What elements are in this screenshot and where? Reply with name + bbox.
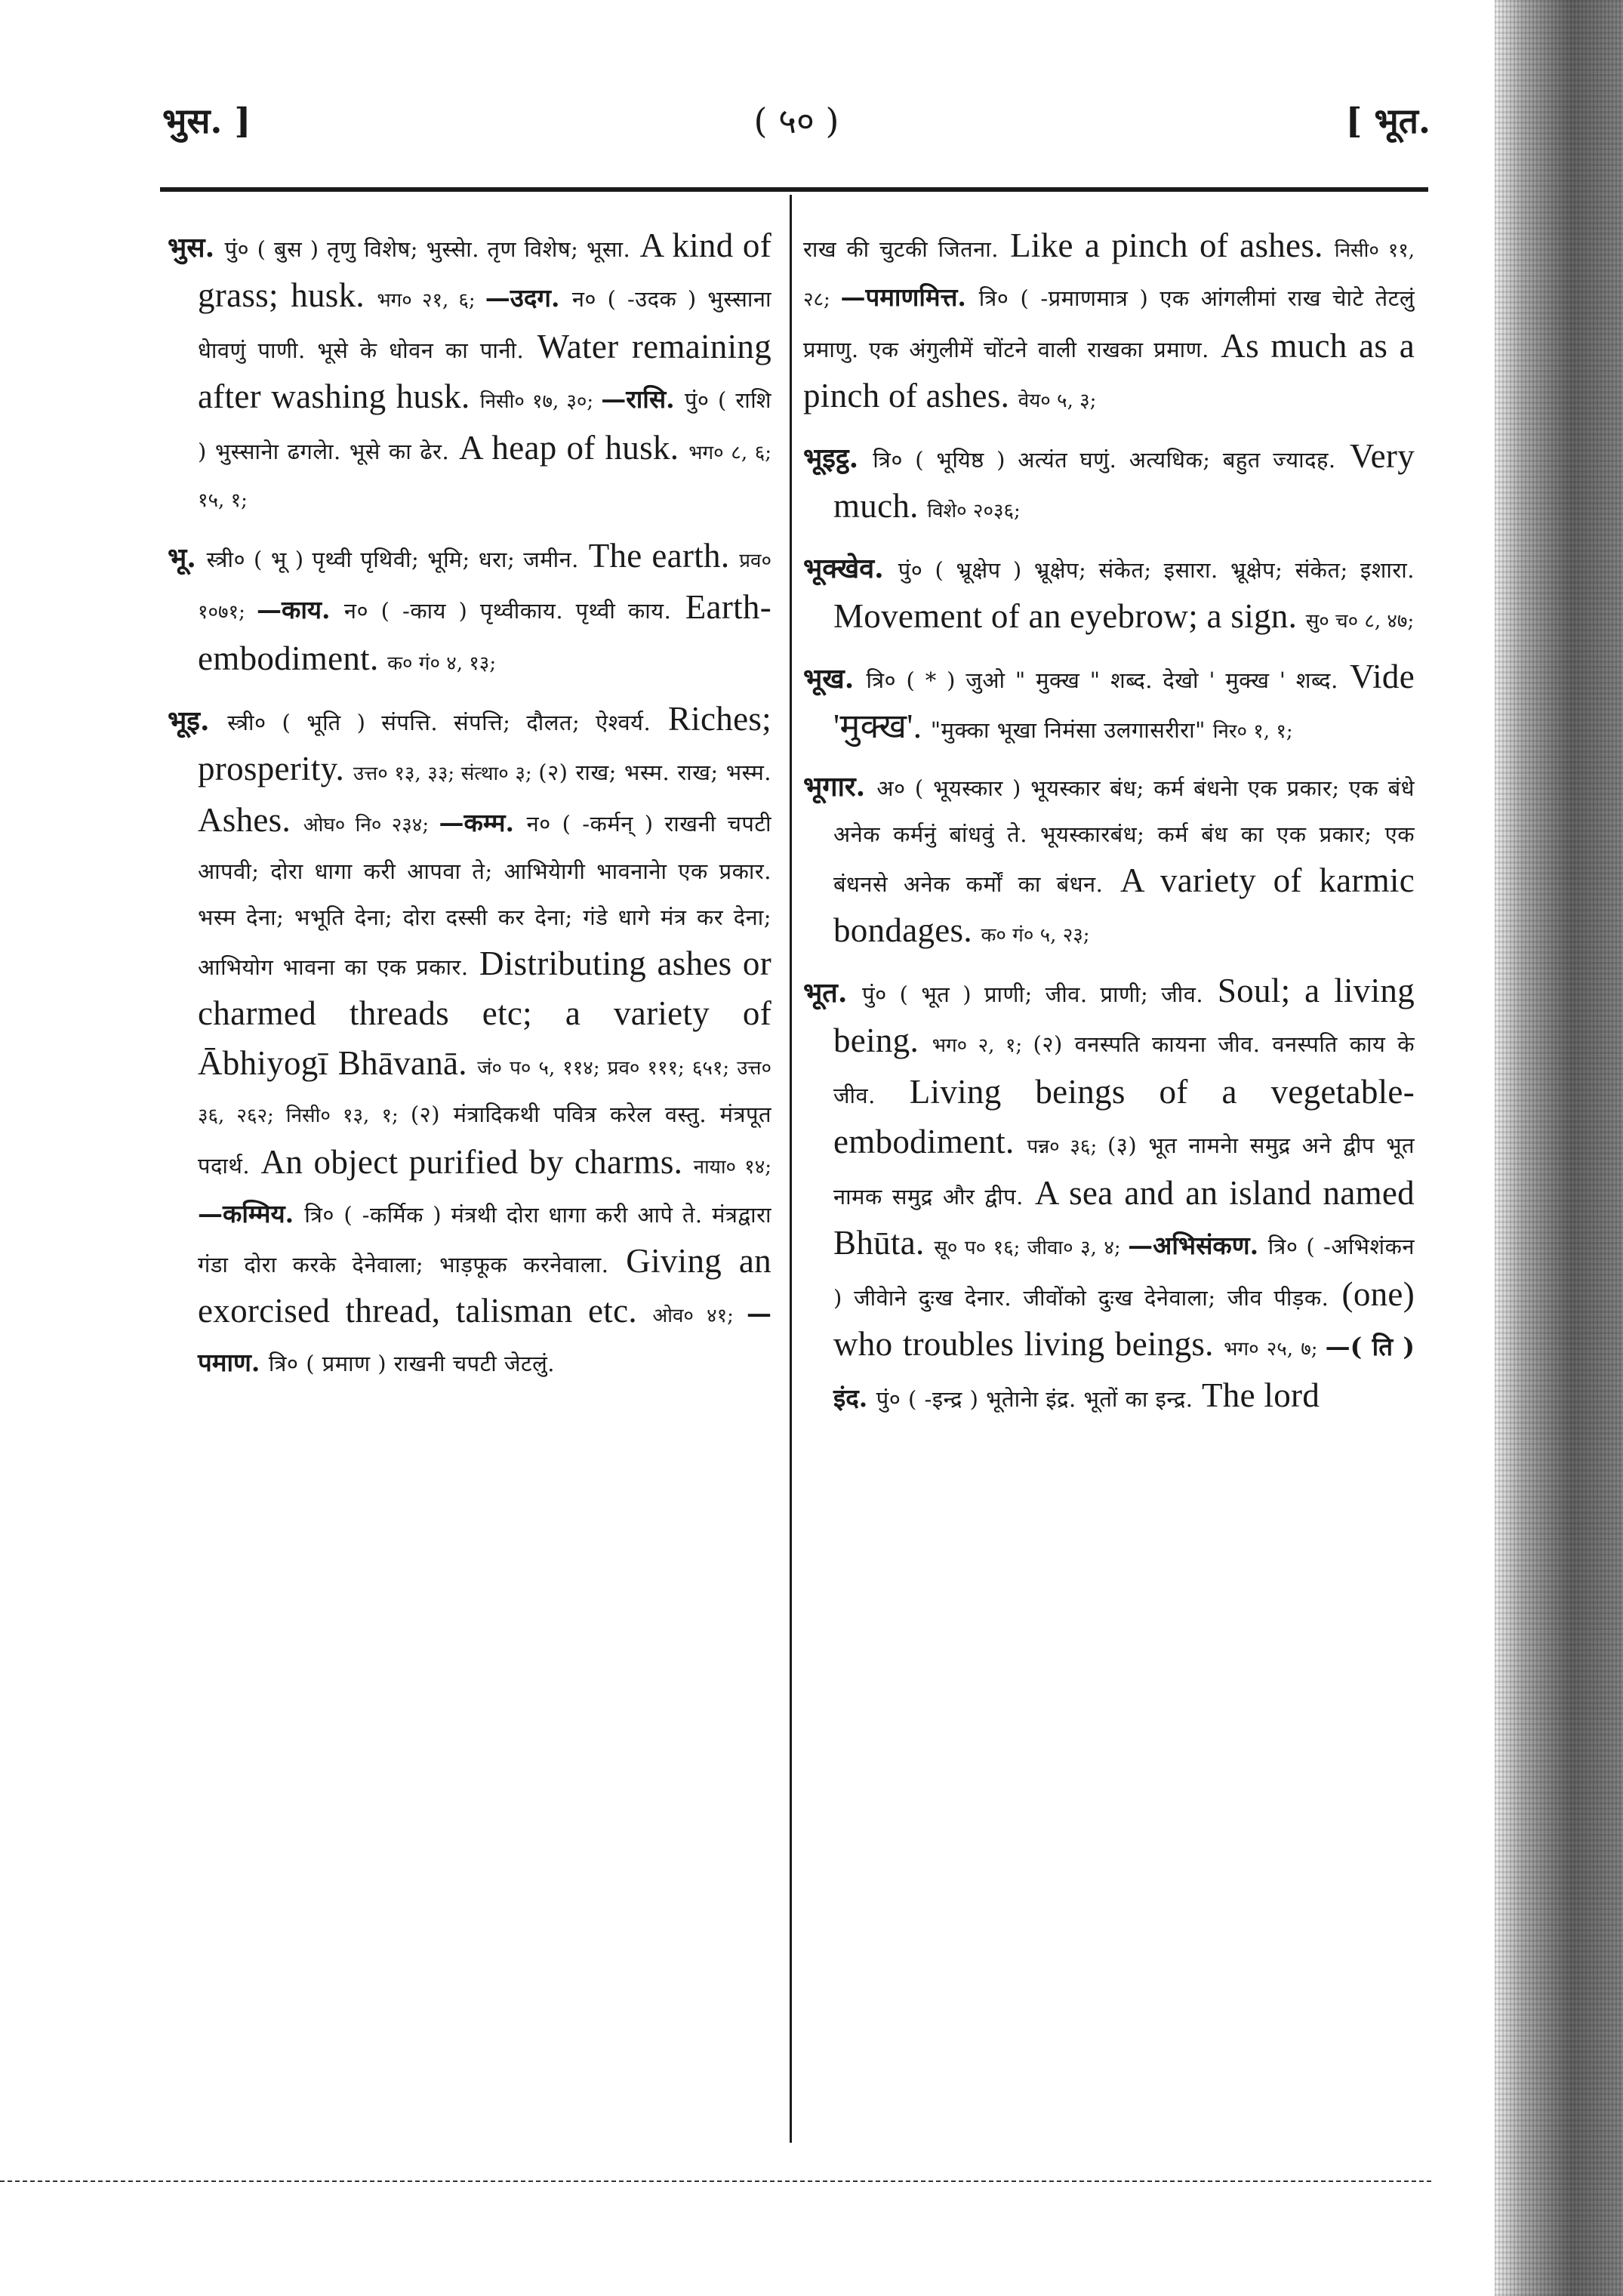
citation: प्रव० १०७१;	[198, 550, 771, 624]
english-gloss: Riches; prosperity.	[198, 700, 771, 787]
page-number: ( ५० )	[753, 100, 839, 141]
gloss-text: "मुक्का भूखा निमंसा उलगासरीरा"	[930, 717, 1213, 743]
citation: निर० १, १;	[1212, 720, 1293, 743]
gloss-text: त्रि० ( -अभिशंकन ) जीवेाने दुःख देनार. जीवोंको दुःख देनेवाला; जीव पीड़क.	[833, 1234, 1415, 1311]
citation: ओव० ४१;	[652, 1305, 747, 1327]
sub-headword: —( ति ) इंद.	[833, 1332, 1415, 1413]
gloss-text: त्रि० ( भूयिष्ठ ) अत्यंत घणुं. अत्यधिक; बहुत ज्यादह.	[873, 447, 1336, 473]
gloss-text: पुं० ( भूत ) प्राणी; जीव. प्राणी; जीव.	[862, 982, 1204, 1007]
gloss-text: पुं० ( बुस ) तृणु विशेष; भुस्सेा. तृण विशेष; भूसा.	[224, 236, 631, 262]
english-gloss: A variety of karmic bondages.	[833, 861, 1415, 949]
english-gloss: Vide 'मुक्ख'.	[833, 658, 1415, 745]
gloss-text: त्रि० ( -प्रमाणमात्र ) एक आंगलीमां राख चेाटे तेटलुं प्रमाणु. एक अंगुलीमें चोंटने वाली राखका प्रमाण.	[803, 285, 1415, 362]
citation: नाया० १४;	[693, 1156, 771, 1179]
header-right-catchword: [ भूत.	[1345, 100, 1431, 141]
gloss-text: त्रि० ( प्रमाण ) राखनी चपटी जेटलुं.	[268, 1351, 555, 1376]
gloss-text: पुं० ( -इन्द्र ) भूतेानेा इंद्र. भूतों का इन्द्र.	[876, 1386, 1193, 1412]
gloss-text: स्त्री० ( भू ) पृथ्वी पृथिवी; भूमि; धरा; जमीन.	[206, 547, 579, 572]
dictionary-entry	[168, 223, 771, 524]
sub-headword: —कम्म.	[439, 808, 527, 837]
gloss-text: न० ( -कर्मन् ) राखनी चपटी आपवी; दोरा धागा करी आपवा ते; आभियेागी भावनानेा एक प्रकार. भस्म देना; भभूति देना; दोरा दस्सी कर देना; गंडे धागे मंत्र कर देना; आभियोग भावना का एक प्रकार.	[198, 811, 771, 980]
gloss-text: (२) वनस्पति कायना जीव. वनस्पति काय के जीव.	[833, 1031, 1415, 1108]
english-gloss: Giving an exorcised thread, talisman etc.	[198, 1242, 771, 1330]
gloss-text: स्त्री० ( भूति ) संपत्ति. संपत्ति; दौलत; ऐश्वर्य.	[227, 710, 651, 735]
gloss-text: पुं० ( भ्रूक्षेप ) भ्रूक्षेप; संकेत; इसारा. भ्रूक्षेप; संकेत; इशारा.	[898, 557, 1415, 583]
entry-headword: भुस.	[168, 232, 225, 264]
gloss-text: त्रि० ( -कर्मिक ) मंत्रथी दोरा धागा करी आपे ते. मंत्रद्वारा गंडा दोरा करके देनेवाला; भाड़फूक करनेवाला.	[198, 1202, 771, 1277]
citation: पन्न० ३६;	[1027, 1136, 1107, 1158]
gloss-text: पुं० ( राशि ) भुस्सानेा ढगलेा. भूसे का ढेर.	[198, 387, 771, 464]
citation: विशे० २०३६;	[927, 500, 1021, 522]
citation: ओघ० नि० २३४;	[303, 814, 439, 837]
entry-headword: भूख.	[803, 663, 867, 695]
header-rule	[160, 187, 1428, 192]
english-gloss: Distributing ashes or charmed threads etc; a variety of Ābhiyogī Bhāvanā.	[198, 945, 771, 1082]
right-column	[803, 223, 1415, 1432]
entry-headword: भूइ.	[168, 705, 228, 737]
header-left-catchword: भुस. ]	[162, 100, 251, 141]
english-gloss: Very much.	[833, 437, 1415, 525]
column-divider	[790, 195, 792, 2143]
citation: क० गं० ५, २३;	[981, 924, 1090, 947]
english-gloss: As much as a pinch of ashes.	[803, 327, 1415, 415]
dictionary-entry	[803, 544, 1415, 645]
english-gloss: Water remaining after washing husk.	[198, 328, 771, 415]
dictionary-entry	[803, 968, 1415, 1422]
entry-headword: भू.	[168, 542, 207, 574]
dictionary-entry	[803, 764, 1415, 959]
english-gloss: A kind of grass; husk.	[198, 227, 771, 314]
left-column	[168, 223, 771, 1396]
sub-headword: —रासि.	[601, 384, 685, 414]
dictionary-entry	[803, 654, 1415, 755]
citation: वेय० ५, ३;	[1018, 390, 1097, 412]
english-gloss: Earth-embodiment.	[198, 588, 771, 677]
sub-headword: —पमाणमित्त.	[840, 282, 979, 312]
english-gloss: Movement of an eyebrow; a sign.	[833, 597, 1306, 635]
gloss-text: राख की चुटकी जितना.	[803, 236, 999, 262]
gloss-text: (२) मंत्रादिकथी पवित्र करेल वस्तु. मंत्रपूत पदार्थ.	[198, 1102, 771, 1179]
citation: उत्त० १३, ३३; संत्था० ३;	[353, 763, 539, 785]
english-gloss: The earth.	[578, 537, 740, 575]
english-gloss: The lord	[1193, 1376, 1320, 1414]
page-bottom-edge	[0, 2180, 1434, 2182]
page-gutter-shadow	[1495, 0, 1623, 2296]
entry-headword: भूक्खेव.	[803, 553, 898, 584]
citation: निसी० ११, २८;	[803, 239, 1415, 311]
sub-headword: —काय.	[256, 595, 344, 624]
dictionary-entry	[168, 533, 771, 687]
page-header	[162, 97, 1431, 157]
sub-headword: —पमाण.	[198, 1299, 772, 1377]
gloss-text: (२) राख; भस्म. राख; भस्म.	[538, 760, 771, 785]
english-gloss: An object purified by charms.	[250, 1143, 694, 1181]
english-gloss: Soul; a living being.	[833, 972, 1415, 1059]
citation: सु० च० ८, ४७;	[1305, 610, 1415, 633]
citation: निसी० १७, ३०;	[479, 390, 602, 413]
citation: भग० २१, ६;	[377, 289, 485, 312]
english-gloss: Living beings of a vegetable-embodiment.	[833, 1073, 1415, 1160]
gloss-text: न० ( -काय ) पृथ्वीकाय. पृथ्वी काय.	[343, 598, 672, 624]
english-gloss: Like a pinch of ashes.	[999, 227, 1335, 264]
sub-headword: —अभिसंकण.	[1128, 1231, 1268, 1260]
english-gloss: A sea and an island named Bhūta.	[833, 1174, 1415, 1262]
gloss-text: अ० ( भूयस्कार ) भूयस्कार बंध; कर्म बंधनेा एक प्रकार; एक बंधे अनेक कर्मनुं बांधवुं ते. भूयस्कारबंध; कर्म बंध का एक प्रकार; एक बंधनसे अनेक कर्मों का बंधन.	[833, 775, 1415, 897]
sub-headword: —उदग.	[485, 283, 572, 313]
english-gloss: A heap of husk.	[449, 429, 689, 467]
sub-headword: —कम्मिय.	[198, 1199, 305, 1228]
citation: भग० ८, ६; १५, १;	[198, 442, 772, 512]
citation: सू० प० १६; जीवा० ३, ४;	[934, 1237, 1129, 1259]
entry-headword: भूगार.	[803, 771, 877, 803]
citation: भग० २, १;	[932, 1034, 1033, 1057]
citation: भग० २५, ७;	[1224, 1338, 1326, 1361]
english-gloss: (one) who troubles living beings.	[833, 1275, 1415, 1363]
gloss-text: त्रि० ( * ) जुओ " मुक्ख " शब्द. देखो ' मुक्ख ' शब्द.	[866, 667, 1338, 693]
citation: जं० प० ५, ११४; प्रव० १११; ६५१; उत्त० ३६, २६२; निसी० १३, १;	[198, 1057, 771, 1127]
entry-headword: भूत.	[803, 977, 863, 1009]
gloss-text: न० ( -उदक ) भुस्साना धेावणुं पाणी. भूसे के धोवन का पानी.	[198, 286, 771, 363]
citation: क० गं० ४, १३;	[387, 652, 497, 675]
dictionary-entry	[803, 223, 1415, 424]
gloss-text: (३) भूत नामनेा समुद्र अने द्वीप भूत नामक समुद्र और द्वीप.	[833, 1133, 1415, 1210]
entry-headword: भूइट्ठ.	[803, 442, 873, 474]
english-gloss: Ashes.	[198, 801, 303, 839]
dictionary-entry	[803, 433, 1415, 535]
dictionary-entry	[168, 696, 771, 1387]
